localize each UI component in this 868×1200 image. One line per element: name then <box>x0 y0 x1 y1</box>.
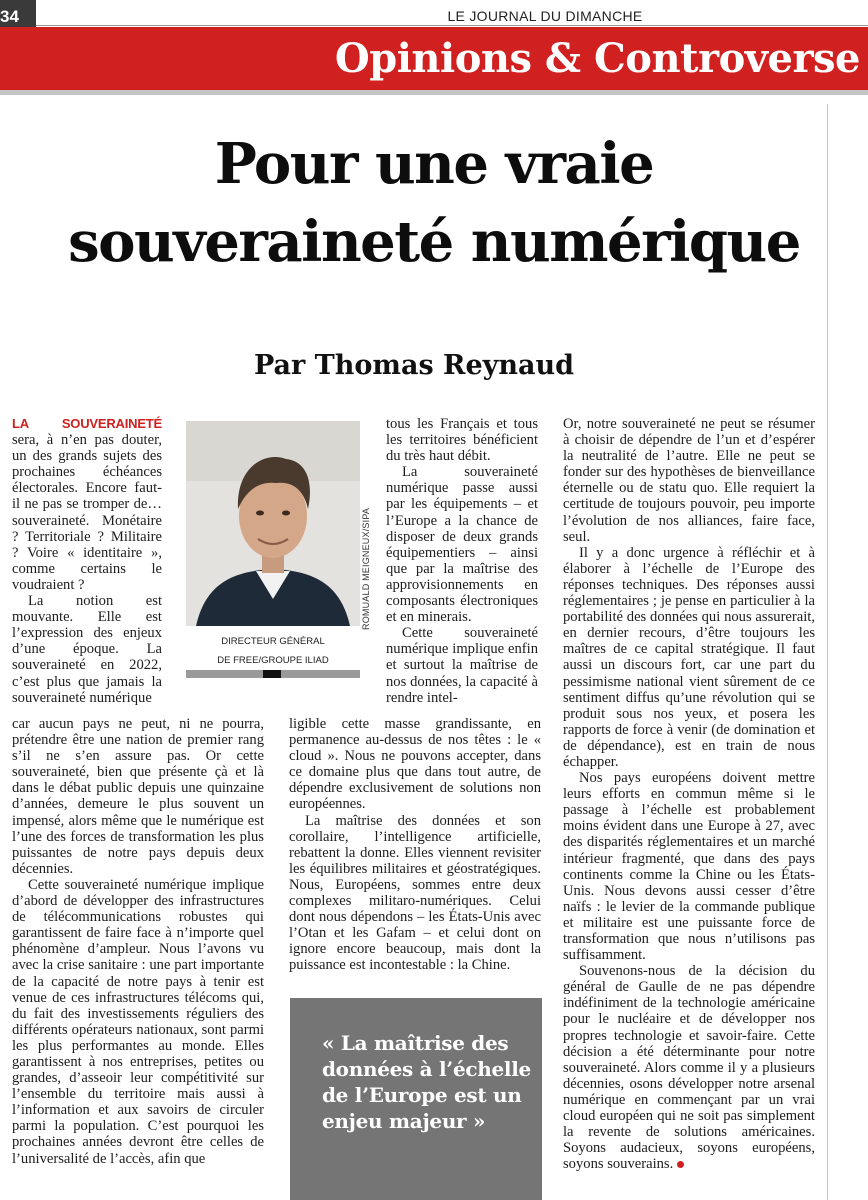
journal-name: LE JOURNAL DU DIMANCHE <box>447 8 643 24</box>
paragraph: car aucun pays ne peut, ni ne pourra, prétendre être une nation de premier rang s’il ne s’en assure pas. Or cette souveraineté, bien que présente çà et là dans le débat public depuis une quinzaine d’années, demeure le plus souvent un impensé, alors même que le numérique est l’une des forces de transformation les plus puissantes de notre pays depuis deux décennies. <box>12 716 264 877</box>
column-4 <box>563 416 815 1172</box>
rubric-band-shadow <box>0 90 868 95</box>
caption-line-1: DIRECTEUR GÉNÉRAL <box>221 636 325 647</box>
byline: Par Thomas Reynaud <box>253 350 575 381</box>
lead-in: LA SOUVERAINETÉ <box>12 416 162 431</box>
column-2 <box>386 416 538 706</box>
title-line-1: Pour une vraie <box>214 131 654 197</box>
caption-bar-marker <box>263 670 281 678</box>
paragraph: Or, notre souveraineté ne peut se résumer à choisir de dépendre de l’un et d’espérer la neutralité de l’autre. Elle ne peut se fonder sur des hypothèses de bienveillance éternelle ou de statu quo. Elle requiert la certitude de toujours pouvoir, peu importe l’évolution de nos alliances, faire face, seul. <box>563 416 815 545</box>
caption-line-2: DE FREE/GROUPE ILIAD <box>217 655 329 666</box>
title-line-2: souveraineté numérique <box>68 209 800 275</box>
paragraph: tous les Français et tous les territoires bénéficient du très haut débit. <box>386 416 538 465</box>
rubric-title: Opinions & Controverse <box>334 35 860 82</box>
header-rule <box>36 25 868 26</box>
pull-quote: « La maîtrise des données à l’échelle de l’Europe est un enjeu majeur » <box>322 1031 531 1133</box>
paragraph: Cette souveraineté numérique implique enfin et surtout la maîtrise de nos données, la capacité à rendre intel- <box>386 625 538 706</box>
paragraph: La notion est mouvante. Elle est l’expression des enjeux d’une époque. La souveraineté en 2022, c’est plus que jamais la souveraineté numérique <box>12 593 162 706</box>
column-1-wide <box>12 716 264 1167</box>
paragraph: ligible cette masse grandissante, en permanence au-dessus de nos têtes : le « cloud ». Nous ne pouvons accepter, dans ce domaine plus que dans tout autre, de dépendre exclusivement de solutions non européennes. <box>289 716 541 813</box>
paragraph: Cette souveraineté numérique implique d’abord de développer des infrastructures de télécommunications robustes qui garantissent de faire face à n’importe quel phénomène d’ampleur. Nous l’avons vu avec la crise sanitaire : une part importante de la capacité de notre pays à tenir est venue de ces infrastructures télécoms qui, du fait des investissements réguliers des différents opérateurs nationaux, sont parmi les plus performantes au monde. Elles garantissent à nos entreprises, petites ou grandes, d’asseoir leur compétitivité sur l’ensemble du territoire mais aussi à l’information et aux savoirs de circuler parmi la population. C’est pourquoi les prochaines années devront être celles de l’universalité de l’accès, afin que <box>12 876 264 1167</box>
article-title <box>0 125 868 281</box>
paragraph: Souvenons-nous de la décision du général de Gaulle de ne pas dépendre indéfiniment de la technologie américaine pour le nucléaire et de développer nos propres technologie et savoir-faire. Cette décision a été déterminante pour notre souveraineté. Alors comme il y a plusieurs décennies, osons développer notre arsenal numérique en commençant par un vrai cloud européen qui ne soit pas simplement la revente de solutions américaines. Soyons audacieux, soyons européens, soyons souverains. <box>563 963 815 1173</box>
column-2-wide <box>289 716 541 974</box>
paragraph: Nos pays européens doivent mettre leurs efforts en commun même si le passage à l’échelle est probablement moins évident dans une Europe à 27, avec des disparités réglementaires et un marché intérieur fragmenté, que dans des pays continents comme la Chine ou les États-Unis. Nous devons aussi cesser d’être naïfs : le levier de la commande publique et militaire est une puissante force de transformation que nous n’utilisons pas suffisamment. <box>563 770 815 964</box>
paragraph: La maîtrise des données et son corollaire, l’intelligence artificielle, rebattent la donne. Elles viennent revisiter les équilibres militaires et géostratégiques. Nous, Européens, sommes entre deux complexes militaro-numériques. Celui dont nous dépendons – les États-Unis avec l’Otan et les Gafam – et celui dont on ignore encore beaucoup, mais dont la puissance est incontestable : la Chine. <box>289 812 541 974</box>
paragraph: LA SOUVERAINETÉ sera, à n’en pas douter, un des grands sujets des prochaines échéances électorales. Encore faut-il ne pas se tromper de… souveraineté. Monétaire ? Territoriale ? Militaire ? Voire « identitaire », comme certains le voudraient ? <box>12 416 162 593</box>
photo-caption <box>186 632 360 670</box>
page-number: 34 <box>0 0 36 40</box>
portrait-photo-icon <box>186 421 360 626</box>
paragraph: La souveraineté numérique passe aussi par les équipements – et l’Europe a la chance de disposer de deux grands équipementiers – ainsi que par la maîtrise des approvisionnements en composants électroniques et en minerais. <box>386 464 538 626</box>
photo-credit: ROMUALD MEIGNEUX/SIPA <box>361 507 371 630</box>
paragraph: Il y a donc urgence à réfléchir et à élaborer à l’échelle de l’Europe des réponses techniques. Des réponses aussi réglementaires ; je pense en particulier à la portabilité des données qui nous assurerait, en dernier recours, d’être toujours les maîtres de ce capital stratégique. Il faut aussi un discours fort, car une part du pessimisme national vient sûrement de ce sentiment diffus qu’une révolution qui se produit sous nos yeux, et posera les rapports de force à venir (de domination et de dépendance), est en train de nous échapper. <box>563 544 815 770</box>
end-of-article-icon <box>677 1161 684 1168</box>
column-1 <box>12 416 162 706</box>
